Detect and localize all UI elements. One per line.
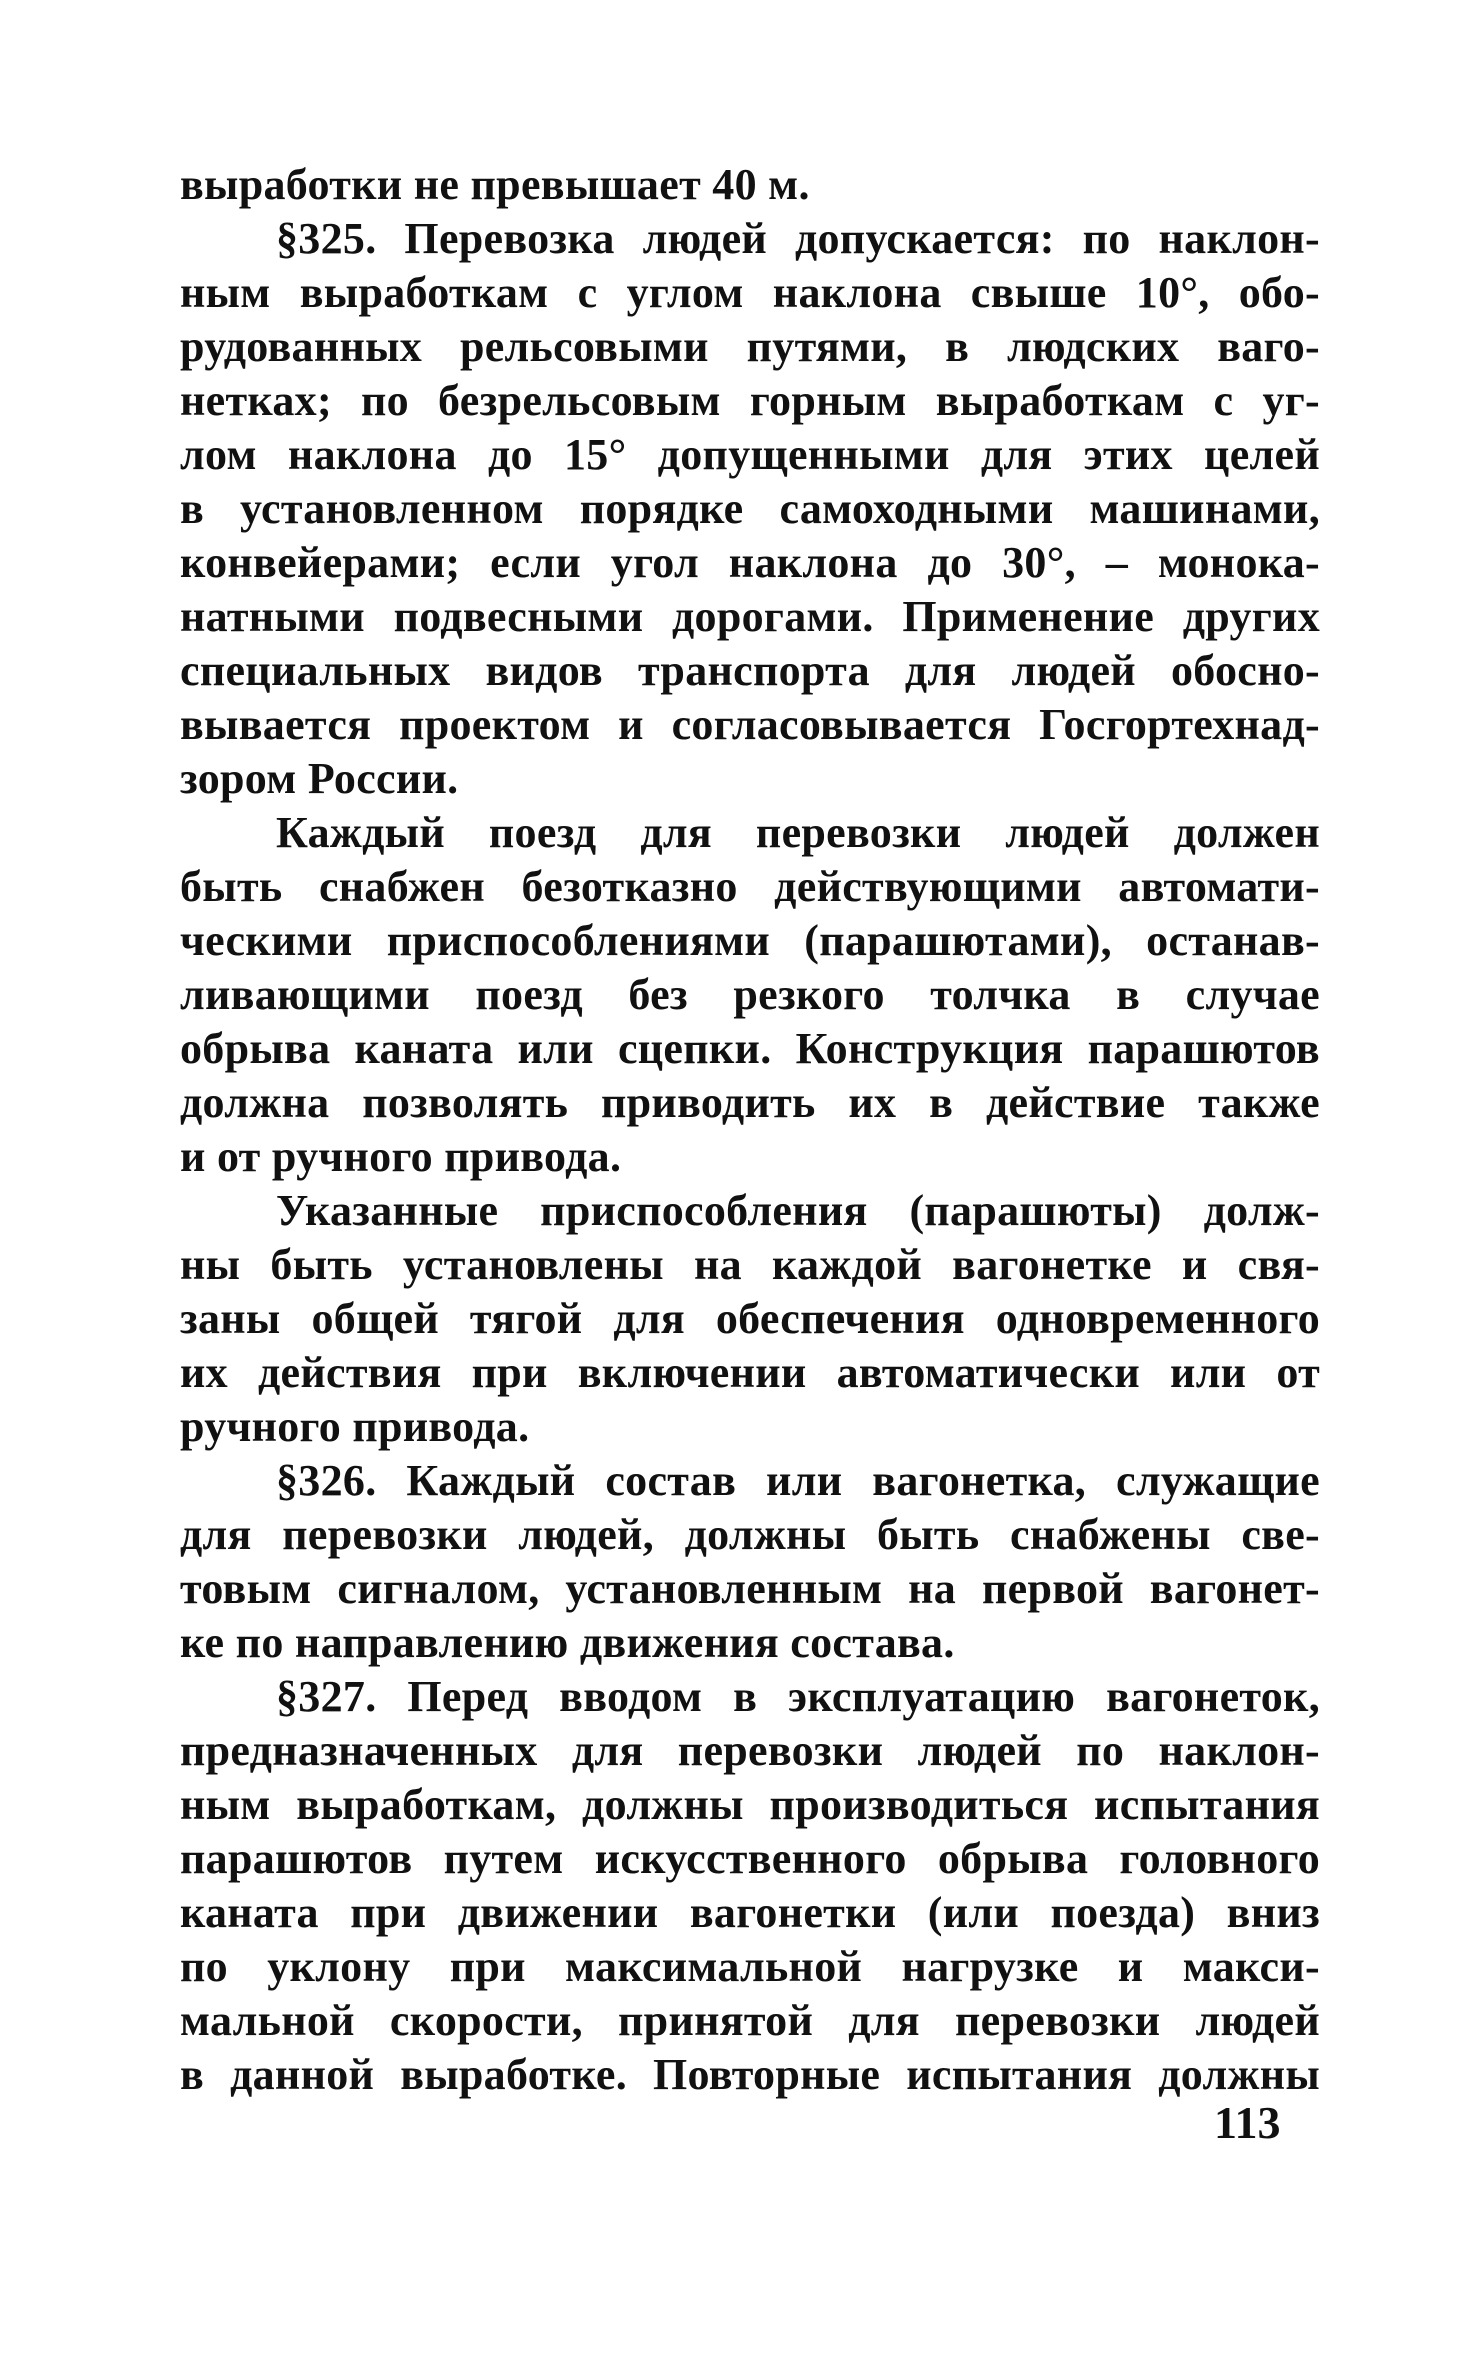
page-number: 113: [1214, 2097, 1281, 2148]
text-line: по уклону при максимальной нагрузке и макси-: [180, 1942, 1320, 1991]
text-line: предназначенных для перевозки людей по наклон-: [180, 1726, 1320, 1775]
body-text: [180, 158, 1320, 2102]
text-line-paragraph-325: §325. Перевозка людей допускается: по наклон-: [276, 214, 1320, 263]
text-line-paragraph-327: §327. Перед вводом в эксплуатацию вагонеток,: [276, 1672, 1320, 1721]
text-line: натными подвесными дорогами. Применение других: [180, 592, 1320, 641]
text-line: и от ручного привода.: [180, 1132, 622, 1181]
text-line: ным выработкам с углом наклона свыше 10°, обо-: [180, 268, 1320, 317]
text-line: выработки не превышает 40 м.: [180, 160, 810, 209]
text-line: вывается проектом и согласовывается Госгортехнад-: [180, 700, 1320, 749]
text-line: каната при движении вагонетки (или поезда) вниз: [180, 1888, 1320, 1937]
text-line: ручного привода.: [180, 1402, 530, 1451]
text-line: ческими приспособлениями (парашютами), останав-: [180, 916, 1320, 965]
text-line: рудованных рельсовыми путями, в людских ваго-: [180, 322, 1320, 371]
text-line: товым сигналом, установленным на первой вагонет-: [180, 1564, 1320, 1613]
text-line: в установленном порядке самоходными машинами,: [180, 484, 1320, 533]
text-line: специальных видов транспорта для людей обосно-: [180, 646, 1320, 695]
text-line-paragraph-326: §326. Каждый состав или вагонетка, служащие: [276, 1456, 1320, 1505]
text-line-paragraph-train: Каждый поезд для перевозки людей должен: [276, 808, 1320, 857]
text-line: быть снабжен безотказно действующими автомати-: [180, 862, 1320, 911]
text-line: конвейерами; если угол наклона до 30°, – монока-: [180, 538, 1320, 587]
text-line: нетках; по безрельсовым горным выработкам с уг-: [180, 376, 1320, 425]
text-line: лом наклона до 15° допущенными для этих целей: [180, 430, 1320, 479]
text-line: зором России.: [180, 754, 459, 803]
text-line: обрыва каната или сцепки. Конструкция парашютов: [180, 1024, 1320, 1073]
text-line: заны общей тягой для обеспечения одновременного: [180, 1294, 1320, 1343]
text-line: в данной выработке. Повторные испытания должны: [180, 2050, 1320, 2099]
text-line: должна позволять приводить их в действие также: [180, 1078, 1320, 1127]
text-line: ливающими поезд без резкого толчка в случае: [180, 970, 1320, 1019]
text-line: ным выработкам, должны производиться испытания: [180, 1780, 1320, 1829]
text-line: их действия при включении автоматически или от: [180, 1348, 1320, 1397]
text-line: ке по направлению движения состава.: [180, 1618, 955, 1667]
text-line-paragraph-devices: Указанные приспособления (парашюты) долж-: [276, 1186, 1320, 1235]
text-line: для перевозки людей, должны быть снабжены све-: [180, 1510, 1320, 1559]
text-line: мальной скорости, принятой для перевозки людей: [180, 1996, 1320, 2045]
text-line: парашютов путем искусственного обрыва головного: [180, 1834, 1320, 1883]
text-line: ны быть установлены на каждой вагонетке и свя-: [180, 1240, 1320, 1289]
